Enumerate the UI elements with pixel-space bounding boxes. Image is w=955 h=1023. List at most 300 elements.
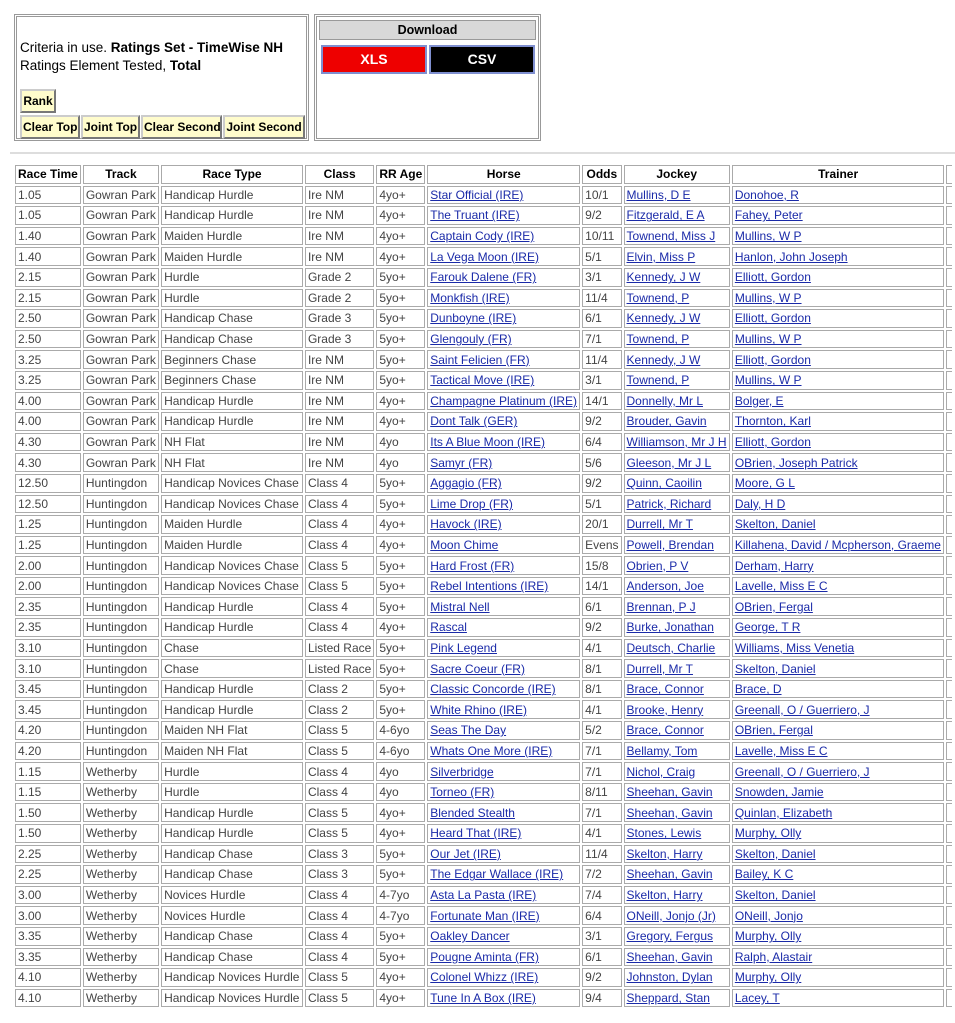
trainer-cell: [732, 721, 945, 740]
race-type-cell: Handicap Novices Hurdle: [161, 989, 303, 1008]
horse-link[interactable]: Samyr (FR): [430, 455, 493, 470]
horse-link[interactable]: Blended Stealth: [430, 805, 515, 820]
horse-cell: [427, 762, 580, 781]
trainer-cell: [732, 350, 945, 369]
race-time-cell: 2.00: [15, 577, 81, 596]
odds-cell: 6/4: [582, 433, 621, 452]
race-type-cell: Handicap Hurdle: [161, 412, 303, 431]
race-time-cell: 4.10: [15, 968, 81, 987]
jockey-link[interactable]: Gleeson, Mr J L: [626, 455, 712, 470]
col-horse: Horse: [427, 165, 580, 184]
horse-link[interactable]: Saint Felicien (FR): [430, 352, 530, 367]
horse-link[interactable]: Pink Legend: [430, 640, 497, 655]
trainer-link[interactable]: Elliott, Gordon: [734, 352, 811, 367]
odds-cell: 3/1: [582, 371, 621, 390]
trainer-link[interactable]: Thornton, Karl: [734, 414, 811, 429]
jockey-link[interactable]: Mullins, D E: [626, 187, 691, 202]
trainer-cell: [732, 330, 945, 349]
track-cell: Huntingdon: [83, 495, 159, 514]
race-time-cell: 3.45: [15, 680, 81, 699]
jockey-link[interactable]: Brace, Connor: [626, 723, 704, 738]
race-time-cell: 2.15: [15, 289, 81, 308]
horse-link[interactable]: Moon Chime: [430, 537, 499, 552]
horse-link[interactable]: Glengouly (FR): [430, 332, 512, 347]
rr-age-cell: 4yo+: [376, 206, 425, 225]
race-type-cell: Handicap Chase: [161, 330, 303, 349]
jockey-link[interactable]: Stones, Lewis: [626, 826, 702, 841]
class-cell: Grade 3: [305, 309, 374, 328]
trainer-link[interactable]: Bolger, E: [734, 393, 784, 408]
odds-cell: 7/4: [582, 886, 621, 905]
horse-link[interactable]: Seas The Day: [430, 723, 507, 738]
rr-age-cell: 4yo+: [376, 247, 425, 266]
horse-link[interactable]: Captain Cody (IRE): [430, 229, 535, 244]
jockey-cell: [624, 392, 730, 411]
rr-age-cell: 4yo+: [376, 186, 425, 205]
table-row: [15, 639, 953, 658]
class-cell: Class 3: [305, 845, 374, 864]
horse-link[interactable]: Star Official (IRE): [430, 187, 524, 202]
trainer-cell: [732, 886, 945, 905]
class-cell: Ire NM: [305, 371, 374, 390]
odds-cell: 5/6: [582, 453, 621, 472]
jockey-link[interactable]: Johnston, Dylan: [626, 970, 713, 985]
rr-age-cell: 5yo+: [376, 845, 425, 864]
jockey-link[interactable]: Kennedy, J W: [626, 311, 701, 326]
race-type-cell: Hurdle: [161, 268, 303, 287]
class-cell: Class 4: [305, 906, 374, 925]
odds-cell: 3/1: [582, 268, 621, 287]
trainer-link[interactable]: Skelton, Daniel: [734, 888, 816, 903]
race-type-cell: Hurdle: [161, 783, 303, 802]
race-type-cell: Handicap Novices Chase: [161, 474, 303, 493]
jockey-cell: [624, 350, 730, 369]
rr-age-cell: 4-7yo: [376, 886, 425, 905]
track-cell: Huntingdon: [83, 742, 159, 761]
jockey-cell: [624, 556, 730, 575]
odds-cell: 7/1: [582, 762, 621, 781]
horse-link[interactable]: Lime Drop (FR): [430, 496, 513, 511]
horse-link[interactable]: Oakley Dancer: [430, 929, 510, 944]
rr-age-cell: 5yo+: [376, 371, 425, 390]
jockey-link[interactable]: Sheehan, Gavin: [626, 785, 713, 800]
trainer-link[interactable]: Mullins, W P: [734, 229, 802, 244]
class-cell: Ire NM: [305, 433, 374, 452]
race-type-cell: Handicap Novices Hurdle: [161, 968, 303, 987]
odds-cell: 9/4: [582, 989, 621, 1008]
horse-link[interactable]: Silverbridge: [430, 764, 494, 779]
horse-cell: [427, 639, 580, 658]
odds-cell: 7/2: [582, 865, 621, 884]
trainer-link[interactable]: Daly, H D: [734, 496, 786, 511]
odds-cell: 5/1: [582, 247, 621, 266]
jockey-link[interactable]: Deutsch, Charlie: [626, 640, 716, 655]
horse-link[interactable]: The Truant (IRE): [430, 208, 520, 223]
table-row: [15, 742, 953, 761]
jockey-link[interactable]: Sheehan, Gavin: [626, 949, 713, 964]
trainer-cell: [732, 268, 945, 287]
race-time-cell: 1.05: [15, 186, 81, 205]
trainer-cell: [732, 206, 945, 225]
horse-link[interactable]: Whats One More (IRE): [430, 743, 553, 758]
track-cell: Gowran Park: [83, 350, 159, 369]
col-trainer: Trainer: [732, 165, 945, 184]
rr-age-cell: 4yo+: [376, 515, 425, 534]
horse-link[interactable]: La Vega Moon (IRE): [430, 249, 539, 264]
race-time-cell: 1.40: [15, 227, 81, 246]
table-row: [15, 309, 953, 328]
race-type-cell: Handicap Chase: [161, 309, 303, 328]
trainer-link[interactable]: Bailey, K C: [734, 867, 794, 882]
jockey-link[interactable]: Skelton, Harry: [626, 888, 703, 903]
rr-age-cell: 5yo+: [376, 865, 425, 884]
class-cell: Class 4: [305, 927, 374, 946]
trainer-link[interactable]: Hanlon, John Joseph: [734, 249, 848, 264]
race-time-cell: 1.15: [15, 783, 81, 802]
track-cell: Wetherby: [83, 968, 159, 987]
jockey-link[interactable]: Sheppard, Stan: [626, 991, 710, 1006]
trainer-link[interactable]: Brace, D: [734, 682, 782, 697]
jockey-link[interactable]: Quinn, Caoilin: [626, 476, 702, 491]
trainer-cell: [732, 536, 945, 555]
trainer-link[interactable]: Ralph, Alastair: [734, 949, 813, 964]
race-time-cell: 1.50: [15, 824, 81, 843]
horse-link[interactable]: Tactical Move (IRE): [430, 373, 535, 388]
rr-age-cell: 5yo+: [376, 700, 425, 719]
horse-cell: [427, 927, 580, 946]
trainer-link[interactable]: Snowden, Jamie: [734, 785, 824, 800]
class-cell: Class 4: [305, 886, 374, 905]
race-type-cell: Handicap Chase: [161, 927, 303, 946]
trainer-link[interactable]: Killahena, David / Mcpherson, Graeme: [734, 537, 941, 552]
horse-link[interactable]: The Edgar Wallace (IRE): [430, 867, 564, 882]
race-type-cell: Beginners Chase: [161, 350, 303, 369]
csv-download-button[interactable]: CSV: [429, 45, 535, 74]
odds-cell: 6/4: [582, 906, 621, 925]
odds-cell: 9/2: [582, 474, 621, 493]
race-type-cell: Handicap Hurdle: [161, 700, 303, 719]
class-cell: Class 5: [305, 721, 374, 740]
race-time-cell: 12.50: [15, 495, 81, 514]
horse-link[interactable]: Monkfish (IRE): [430, 290, 510, 305]
track-cell: Wetherby: [83, 762, 159, 781]
trainer-link[interactable]: Greenall, O / Guerriero, J: [734, 764, 870, 779]
jockey-cell: [624, 577, 730, 596]
track-cell: Gowran Park: [83, 412, 159, 431]
track-cell: Wetherby: [83, 927, 159, 946]
jockey-cell: [624, 845, 730, 864]
jockey-cell: [624, 886, 730, 905]
jockey-cell: [624, 186, 730, 205]
jockey-link[interactable]: Obrien, P V: [626, 558, 689, 573]
trainer-link[interactable]: Elliott, Gordon: [734, 435, 811, 450]
horse-cell: [427, 309, 580, 328]
horse-link[interactable]: Torneo (FR): [430, 785, 495, 800]
rr-age-cell: 5yo+: [376, 680, 425, 699]
horse-link[interactable]: Heard That (IRE): [430, 826, 522, 841]
track-cell: Huntingdon: [83, 721, 159, 740]
horse-link[interactable]: Dunboyne (IRE): [430, 311, 517, 326]
trainer-cell: [732, 639, 945, 658]
race-time-cell: 12.50: [15, 474, 81, 493]
jockey-cell: [624, 268, 730, 287]
race-type-cell: Handicap Hurdle: [161, 206, 303, 225]
odds-cell: 14/1: [582, 577, 621, 596]
odds-cell: 8/11: [582, 783, 621, 802]
odds-cell: 4/1: [582, 824, 621, 843]
race-type-cell: Chase: [161, 659, 303, 678]
jockey-link[interactable]: ONeill, Jonjo (Jr): [626, 908, 716, 923]
trainer-cell: [732, 186, 945, 205]
class-cell: Ire NM: [305, 350, 374, 369]
race-time-cell: 4.00: [15, 392, 81, 411]
jockey-link[interactable]: Gregory, Fergus: [626, 929, 713, 944]
trainer-cell: [732, 392, 945, 411]
trainer-link[interactable]: Skelton, Daniel: [734, 846, 816, 861]
race-time-cell: 1.40: [15, 247, 81, 266]
horse-link[interactable]: Dont Talk (GER): [430, 414, 518, 429]
horse-cell: [427, 268, 580, 287]
jockey-link[interactable]: Townend, Miss J: [626, 229, 716, 244]
table-row: [15, 989, 953, 1008]
race-time-cell: 1.25: [15, 536, 81, 555]
rr-age-cell: 5yo+: [376, 659, 425, 678]
horse-link[interactable]: Hard Frost (FR): [430, 558, 515, 573]
trainer-link[interactable]: OBrien, Fergal: [734, 723, 813, 738]
table-row: [15, 392, 953, 411]
jockey-cell: [624, 906, 730, 925]
horse-link[interactable]: Pougne Aminta (FR): [430, 949, 539, 964]
trainer-link[interactable]: Lavelle, Miss E C: [734, 579, 828, 594]
odds-cell: 14/1: [582, 392, 621, 411]
divider: [10, 152, 955, 154]
jockey-cell: [624, 453, 730, 472]
jockey-cell: [624, 597, 730, 616]
odds-cell: 15/8: [582, 556, 621, 575]
criteria-prefix: Criteria in use.: [20, 40, 111, 55]
class-cell: Ire NM: [305, 186, 374, 205]
horse-link[interactable]: Its A Blue Moon (IRE): [430, 435, 545, 450]
class-cell: Grade 3: [305, 330, 374, 349]
track-cell: Huntingdon: [83, 700, 159, 719]
rr-age-cell: 5yo+: [376, 268, 425, 287]
trainer-link[interactable]: Derham, Harry: [734, 558, 814, 573]
horse-link[interactable]: Asta La Pasta (IRE): [430, 888, 537, 903]
trainer-link[interactable]: Skelton, Daniel: [734, 661, 816, 676]
horse-link[interactable]: Tune In A Box (IRE): [430, 991, 536, 1006]
track-cell: Wetherby: [83, 783, 159, 802]
jockey-link[interactable]: Burke, Jonathan: [626, 620, 714, 635]
jockey-link[interactable]: Anderson, Joe: [626, 579, 704, 594]
trainer-link[interactable]: Murphy, Olly: [734, 826, 802, 841]
table-row: [15, 618, 953, 637]
trainer-cell: [732, 762, 945, 781]
table-row: [15, 247, 953, 266]
horse-cell: [427, 618, 580, 637]
race-time-cell: 4.10: [15, 989, 81, 1008]
table-row: [15, 433, 953, 452]
class-cell: Class 2: [305, 700, 374, 719]
jockey-link[interactable]: Sheehan, Gavin: [626, 867, 713, 882]
race-time-cell: 3.35: [15, 927, 81, 946]
horse-link[interactable]: Our Jet (IRE): [430, 846, 501, 861]
jockey-link[interactable]: Skelton, Harry: [626, 846, 703, 861]
trainer-link[interactable]: Elliott, Gordon: [734, 311, 811, 326]
horse-cell: [427, 803, 580, 822]
jockey-cell: [624, 495, 730, 514]
col-race-time: Race Time: [15, 165, 81, 184]
trainer-cell: [732, 865, 945, 884]
results-table: [13, 163, 955, 1009]
jockey-link[interactable]: Brooke, Henry: [626, 702, 704, 717]
trainer-cell: [732, 309, 945, 328]
horse-cell: [427, 392, 580, 411]
trainer-link[interactable]: OBrien, Fergal: [734, 599, 813, 614]
table-row: [15, 556, 953, 575]
track-cell: Huntingdon: [83, 474, 159, 493]
horse-link[interactable]: Rascal: [430, 620, 467, 635]
horse-link[interactable]: Havock (IRE): [430, 517, 502, 532]
trainer-link[interactable]: Skelton, Daniel: [734, 517, 816, 532]
race-time-cell: 3.35: [15, 948, 81, 967]
table-body: [15, 186, 953, 1008]
jockey-link[interactable]: Elvin, Miss P: [626, 249, 696, 264]
jockey-link[interactable]: Nichol, Craig: [626, 764, 696, 779]
rr-age-cell: 5yo+: [376, 927, 425, 946]
trainer-link[interactable]: Donohoe, R: [734, 187, 799, 202]
class-cell: Class 4: [305, 762, 374, 781]
horse-cell: [427, 453, 580, 472]
class-cell: Class 5: [305, 577, 374, 596]
ratings-element-label: Ratings Element Tested,: [20, 58, 170, 73]
jockey-link[interactable]: Brouder, Gavin: [626, 414, 707, 429]
horse-cell: [427, 597, 580, 616]
jockey-link[interactable]: Williamson, Mr J H: [626, 435, 727, 450]
jockey-link[interactable]: Powell, Brendan: [626, 537, 714, 552]
trainer-link[interactable]: Williams, Miss Venetia: [734, 640, 855, 655]
trainer-link[interactable]: Murphy, Olly: [734, 929, 802, 944]
trainer-link[interactable]: ONeill, Jonjo: [734, 908, 803, 923]
track-cell: Gowran Park: [83, 330, 159, 349]
trainer-link[interactable]: George, T R: [734, 620, 801, 635]
horse-link[interactable]: Colonel Whizz (IRE): [430, 970, 539, 985]
rr-age-cell: 4yo: [376, 762, 425, 781]
track-cell: Wetherby: [83, 989, 159, 1008]
trainer-link[interactable]: Quinlan, Elizabeth: [734, 805, 833, 820]
jockey-link[interactable]: Townend, P: [626, 373, 690, 388]
trainer-link[interactable]: Mullins, W P: [734, 373, 802, 388]
jockey-link[interactable]: Townend, P: [626, 332, 690, 347]
jockey-link[interactable]: Brennan, P J: [626, 599, 696, 614]
col-jockey: Jockey: [624, 165, 730, 184]
ratings-set-value: Ratings Set - TimeWise NH: [110, 40, 283, 55]
rr-age-cell: 5yo+: [376, 350, 425, 369]
horse-link[interactable]: Mistral Nell: [430, 599, 490, 614]
jockey-link[interactable]: Bellamy, Tom: [626, 743, 698, 758]
track-cell: Gowran Park: [83, 371, 159, 390]
jockey-link[interactable]: Brace, Connor: [626, 682, 704, 697]
horse-link[interactable]: Farouk Dalene (FR): [430, 270, 537, 285]
horse-cell: [427, 989, 580, 1008]
jockey-cell: [624, 721, 730, 740]
race-type-cell: Handicap Novices Chase: [161, 495, 303, 514]
trainer-link[interactable]: Greenall, O / Guerriero, J: [734, 702, 870, 717]
horse-link[interactable]: White Rhino (IRE): [430, 702, 527, 717]
joint-top-button[interactable]: Joint Top: [81, 115, 140, 139]
joint-second-button[interactable]: Joint Second: [223, 115, 305, 139]
trainer-cell: [732, 515, 945, 534]
horse-link[interactable]: Aggagio (FR): [430, 476, 502, 491]
horse-link[interactable]: Fortunate Man (IRE): [430, 908, 540, 923]
trainer-link[interactable]: OBrien, Joseph Patrick: [734, 455, 858, 470]
jockey-link[interactable]: Kennedy, J W: [626, 270, 701, 285]
horse-cell: [427, 350, 580, 369]
clear-second-button[interactable]: Clear Second: [141, 115, 222, 139]
jockey-link[interactable]: Durrell, Mr T: [626, 661, 693, 676]
table-row: [15, 412, 953, 431]
horse-link[interactable]: Classic Concorde (IRE): [430, 682, 556, 697]
track-cell: Gowran Park: [83, 453, 159, 472]
jockey-link[interactable]: Townend, P: [626, 290, 690, 305]
horse-link[interactable]: Rebel Intentions (IRE): [430, 579, 549, 594]
race-time-cell: 3.25: [15, 350, 81, 369]
jockey-cell: [624, 700, 730, 719]
odds-cell: Evens: [582, 536, 621, 555]
class-cell: Class 4: [305, 474, 374, 493]
jockey-link[interactable]: Fitzgerald, E A: [626, 208, 705, 223]
rr-age-cell: 4yo+: [376, 803, 425, 822]
clear-top-button[interactable]: Clear Top: [20, 115, 80, 139]
jockey-link[interactable]: Kennedy, J W: [626, 352, 701, 367]
trainer-link[interactable]: Mullins, W P: [734, 332, 802, 347]
jockey-cell: [624, 371, 730, 390]
xls-download-button[interactable]: XLS: [321, 45, 427, 74]
race-type-cell: Maiden Hurdle: [161, 227, 303, 246]
horse-cell: [427, 515, 580, 534]
table-row: [15, 783, 953, 802]
odds-cell: 3/1: [582, 927, 621, 946]
rank-button[interactable]: Rank: [20, 89, 56, 113]
track-cell: Gowran Park: [83, 289, 159, 308]
trainer-link[interactable]: Elliott, Gordon: [734, 270, 811, 285]
col-class: Class: [305, 165, 374, 184]
trainer-link[interactable]: Lacey, T: [734, 991, 780, 1006]
trainer-link[interactable]: Mullins, W P: [734, 290, 802, 305]
trainer-cell: [732, 433, 945, 452]
horse-cell: [427, 330, 580, 349]
class-cell: Grade 2: [305, 268, 374, 287]
race-time-cell: 2.00: [15, 556, 81, 575]
rr-age-cell: 4yo+: [376, 968, 425, 987]
trainer-link[interactable]: Fahey, Peter: [734, 208, 803, 223]
horse-link[interactable]: Sacre Coeur (FR): [430, 661, 525, 676]
horse-cell: [427, 495, 580, 514]
jockey-link[interactable]: Donnelly, Mr L: [626, 393, 703, 408]
track-cell: Wetherby: [83, 865, 159, 884]
jockey-link[interactable]: Patrick, Richard: [626, 496, 712, 511]
jockey-link[interactable]: Durrell, Mr T: [626, 517, 693, 532]
race-time-cell: 4.30: [15, 453, 81, 472]
class-cell: Ire NM: [305, 453, 374, 472]
track-cell: Wetherby: [83, 824, 159, 843]
trainer-link[interactable]: Moore, G L: [734, 476, 795, 491]
race-type-cell: Handicap Chase: [161, 845, 303, 864]
trainer-link[interactable]: Murphy, Olly: [734, 970, 802, 985]
jockey-link[interactable]: Sheehan, Gavin: [626, 805, 713, 820]
rr-age-cell: 4yo+: [376, 227, 425, 246]
horse-link[interactable]: Champagne Platinum (IRE): [430, 393, 577, 408]
trainer-link[interactable]: Lavelle, Miss E C: [734, 743, 828, 758]
